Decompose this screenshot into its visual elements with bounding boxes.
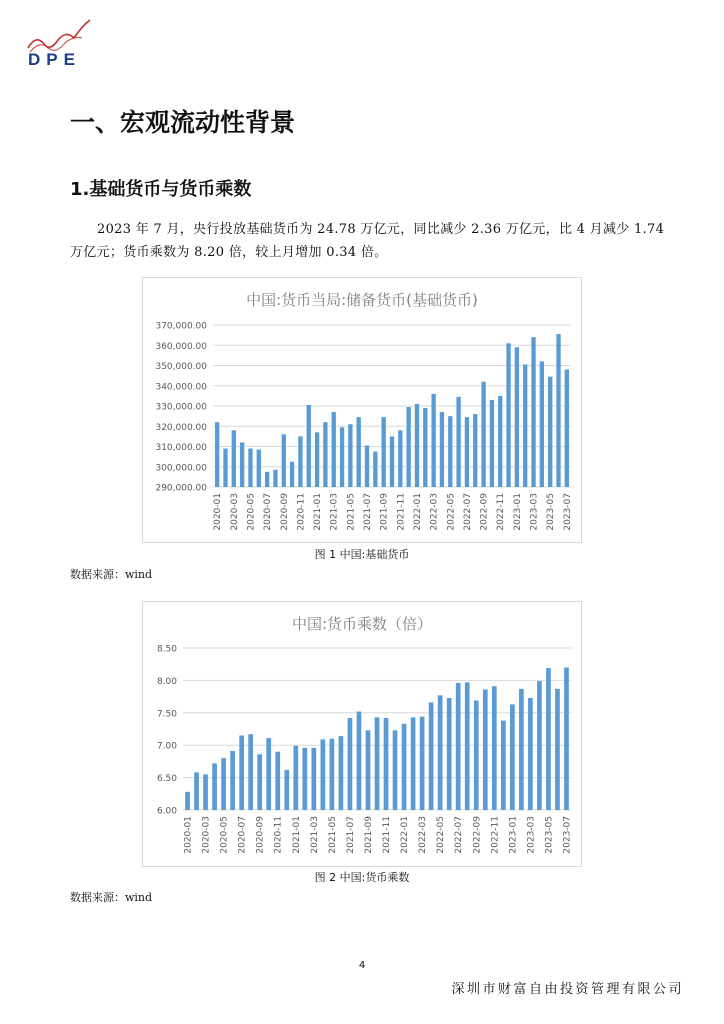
- bar: [537, 681, 542, 810]
- y-tick-label: 290,000.00: [155, 483, 207, 494]
- bar: [339, 736, 344, 810]
- bar: [456, 683, 461, 810]
- bar: [465, 682, 470, 810]
- x-tick-label: 2020-09: [279, 493, 290, 531]
- bar: [515, 347, 519, 487]
- heading-1: 一、宏观流动性背景: [70, 108, 296, 137]
- bar: [232, 430, 236, 487]
- bar: [348, 424, 352, 487]
- bar: [275, 752, 280, 810]
- heading-2: 1.基础货币与货币乘数: [70, 179, 252, 200]
- bar: [384, 718, 389, 810]
- bar: [540, 361, 544, 487]
- x-tick-label: 2022-11: [496, 493, 507, 531]
- x-tick-label: 2023-05: [546, 493, 557, 531]
- bar: [282, 434, 286, 487]
- x-tick-label: 2020-03: [201, 816, 212, 854]
- bar: [440, 412, 444, 487]
- x-tick-label: 2020-07: [237, 816, 248, 854]
- bar: [215, 422, 219, 487]
- bar: [546, 668, 551, 810]
- bar: [501, 721, 506, 810]
- x-tick-label: 2021-01: [291, 816, 302, 854]
- bar: [223, 449, 227, 487]
- bar: [185, 792, 190, 810]
- chart-title: 中国:货币乘数（倍）: [291, 615, 433, 633]
- bar: [348, 718, 353, 810]
- x-tick-label: 2023-03: [526, 816, 537, 854]
- bar: [429, 702, 434, 810]
- y-tick-label: 350,000.00: [155, 362, 207, 372]
- x-tick-label: 2021-11: [396, 493, 407, 531]
- bar: [248, 734, 253, 810]
- bar: [248, 449, 252, 487]
- x-tick-label: 2023-01: [512, 493, 523, 531]
- y-tick-label: 8.50: [156, 644, 177, 655]
- x-tick-label: 2022-05: [446, 493, 457, 531]
- bar: [506, 343, 510, 487]
- bar: [438, 695, 443, 810]
- bar: [266, 738, 271, 810]
- bar: [523, 364, 527, 487]
- bar: [415, 404, 419, 487]
- logo-text: DPE: [28, 50, 81, 69]
- bar: [447, 698, 452, 810]
- bar: [284, 770, 289, 810]
- chart-money-multiplier-svg: [143, 602, 581, 866]
- bar: [323, 422, 327, 487]
- x-tick-label: 2020-07: [263, 493, 274, 531]
- bar: [290, 462, 294, 487]
- bar: [340, 427, 344, 487]
- company-name: 深圳市财富自由投资管理有限公司: [451, 982, 684, 997]
- bar: [423, 408, 427, 487]
- bar: [265, 472, 269, 487]
- x-tick-label: 2022-09: [472, 816, 483, 854]
- bar: [510, 704, 515, 810]
- bar: [373, 452, 377, 487]
- x-tick-label: 2022-01: [412, 493, 423, 531]
- x-tick-label: 2021-01: [313, 493, 324, 531]
- bar: [366, 730, 371, 810]
- bar: [315, 432, 319, 487]
- x-tick-label: 2020-01: [213, 493, 224, 531]
- bar: [420, 717, 425, 810]
- bar: [565, 370, 569, 487]
- bar: [398, 430, 402, 487]
- chart-base-money: [142, 277, 582, 543]
- bar: [230, 751, 235, 810]
- bar: [293, 746, 298, 810]
- bar: [357, 712, 362, 810]
- x-tick-label: 2022-09: [479, 493, 490, 531]
- bar: [431, 394, 435, 487]
- bar: [490, 400, 494, 487]
- bar: [483, 689, 488, 810]
- bar: [239, 735, 244, 810]
- bar: [411, 717, 416, 810]
- figure-2-source: 数据来源：wind: [70, 891, 153, 904]
- bar: [548, 377, 552, 487]
- bar: [390, 436, 394, 487]
- bar: [298, 436, 302, 487]
- x-tick-label: 2023-05: [544, 816, 555, 854]
- x-tick-label: 2020-01: [183, 816, 194, 854]
- y-tick-label: 8.00: [156, 676, 177, 687]
- bar: [330, 739, 335, 810]
- chart-base-money-svg: [143, 278, 581, 542]
- y-tick-label: 7.00: [156, 741, 177, 752]
- bar: [498, 396, 502, 487]
- y-tick-label: 340,000.00: [155, 382, 207, 393]
- x-tick-label: 2022-07: [454, 816, 465, 854]
- bar: [555, 689, 560, 810]
- y-tick-label: 6.00: [156, 806, 177, 817]
- bar: [519, 689, 524, 810]
- bar: [406, 407, 410, 487]
- x-tick-label: 2022-03: [429, 493, 440, 531]
- y-tick-label: 7.50: [156, 709, 177, 720]
- x-tick-label: 2022-11: [490, 816, 501, 854]
- x-tick-label: 2022-03: [418, 816, 429, 854]
- bar: [212, 763, 217, 810]
- bar: [357, 417, 361, 487]
- y-tick-label: 310,000.00: [155, 443, 207, 453]
- x-tick-label: 2023-07: [562, 493, 573, 531]
- y-tick-label: 6.50: [156, 774, 177, 785]
- x-tick-label: 2020-11: [273, 816, 284, 854]
- bar: [382, 417, 386, 487]
- x-tick-label: 2023-07: [562, 816, 573, 854]
- x-tick-label: 2020-05: [246, 493, 257, 531]
- x-tick-label: 2022-01: [400, 816, 411, 854]
- x-tick-label: 2021-11: [382, 816, 393, 854]
- bar: [402, 724, 407, 810]
- x-tick-label: 2022-07: [462, 493, 473, 531]
- bar: [257, 450, 261, 487]
- x-tick-label: 2020-05: [219, 816, 230, 854]
- bar: [194, 772, 199, 810]
- y-tick-label: 330,000.00: [155, 402, 207, 413]
- bar: [332, 412, 336, 487]
- bar: [531, 337, 535, 487]
- bar: [311, 748, 316, 810]
- figure-2-caption: 图 2 中国:货币乘数: [314, 871, 410, 884]
- bar: [564, 667, 569, 810]
- y-tick-label: 300,000.00: [155, 463, 207, 474]
- chart-title: 中国:货币当局:储备货币(基础货币): [246, 291, 478, 309]
- bar: [556, 334, 560, 487]
- x-tick-label: 2021-09: [363, 816, 374, 854]
- x-tick-label: 2021-07: [363, 493, 374, 531]
- page-number: 4: [358, 960, 366, 971]
- y-tick-label: 360,000.00: [155, 341, 207, 352]
- bar: [307, 405, 311, 487]
- x-tick-label: 2022-05: [436, 816, 447, 854]
- bar: [481, 382, 485, 487]
- body-paragraph: 2023 年 7 月，央行投放基础货币为 24.78 万亿元，同比减少 2.36 万亿元，比 4 月减少 1.74 万亿元；货币乘数为 8.20 倍，较上月增加 0.34 倍。: [70, 222, 665, 260]
- bar: [365, 445, 369, 487]
- x-tick-label: 2021-09: [379, 493, 390, 531]
- bar: [203, 774, 208, 810]
- bar: [302, 748, 307, 810]
- x-tick-label: 2023-01: [508, 816, 519, 854]
- bar: [492, 686, 497, 810]
- bar: [375, 717, 380, 810]
- x-tick-label: 2021-03: [309, 816, 320, 854]
- bar: [448, 416, 452, 487]
- bar: [240, 442, 244, 487]
- bar: [456, 397, 460, 487]
- x-tick-label: 2020-03: [229, 493, 240, 531]
- bar: [257, 754, 262, 810]
- bar: [473, 414, 477, 487]
- x-tick-label: 2020-11: [296, 493, 307, 531]
- bar: [221, 758, 226, 810]
- y-tick-label: 320,000.00: [155, 422, 207, 433]
- x-tick-label: 2023-03: [529, 493, 540, 531]
- x-tick-label: 2021-05: [346, 493, 357, 531]
- y-tick-label: 370,000.00: [155, 321, 207, 332]
- bar: [273, 470, 277, 487]
- figure-1-source: 数据来源：wind: [70, 568, 153, 581]
- chart-money-multiplier: [142, 601, 582, 867]
- x-tick-label: 2020-09: [255, 816, 266, 854]
- bar: [393, 730, 398, 810]
- figure-1-caption: 图 1 中国:基础货币: [314, 548, 410, 561]
- x-tick-label: 2021-05: [327, 816, 338, 854]
- bar: [321, 739, 326, 810]
- x-tick-label: 2021-03: [329, 493, 340, 531]
- x-tick-label: 2021-07: [345, 816, 356, 854]
- bar: [528, 698, 533, 810]
- bar: [474, 700, 479, 810]
- bar: [465, 417, 469, 487]
